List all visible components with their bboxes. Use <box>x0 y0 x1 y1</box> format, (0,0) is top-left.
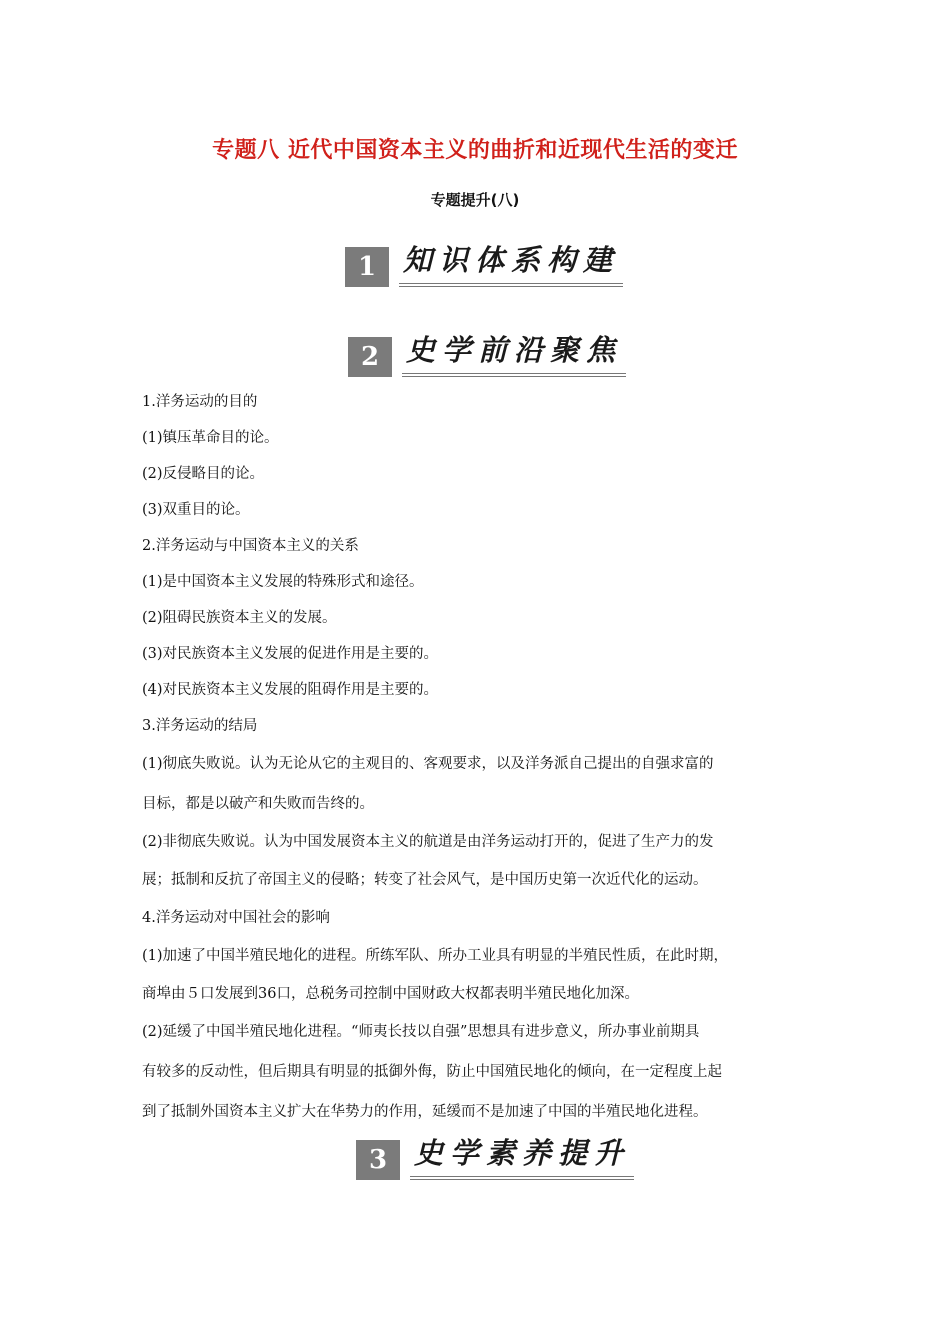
content-body <box>142 384 832 1132</box>
page-title: 专题八 近代中国资本主义的曲折和近现代生活的变迁 <box>212 138 738 163</box>
list-item: (1)是中国资本主义发展的特殊形式和途径。 <box>142 574 424 590</box>
heading: 4.洋务运动对中国社会的影响 <box>142 910 330 926</box>
section-banner-1 <box>345 238 623 287</box>
page-subtitle: 专题提升(八) <box>430 191 520 209</box>
paragraph-line: 到了抵制外国资本主义扩大在华势力的作用，延缓而不是加速了中国的半殖民地化进程。 <box>142 1104 708 1120</box>
paragraph-line: 有较多的反动性，但后期具有明显的抵御外侮，防止中国殖民地化的倾向，在一定程度上起 <box>142 1064 722 1080</box>
heading: 1.洋务运动的目的 <box>142 394 258 410</box>
paragraph-line: 目标，都是以破产和失败而告终的。 <box>142 796 374 812</box>
paragraph-line: (2)非彻底失败说。认为中国发展资本主义的航道是由洋务运动打开的，促进了生产力的发 <box>142 834 714 850</box>
paragraph-line: (1)加速了中国半殖民地化的进程。所练军队、所办工业具有明显的半殖民性质，在此时期， <box>142 948 729 964</box>
list-item: (1)镇压革命目的论。 <box>142 430 279 446</box>
heading: 2.洋务运动与中国资本主义的关系 <box>142 538 359 554</box>
paragraph-line: (2)延缓了中国半殖民地化进程。“师夷长技以自强”思想具有进步意义，所办事业前期具 <box>142 1024 700 1040</box>
paragraph-line: 展；抵制和反抗了帝国主义的侵略；转变了社会风气，是中国历史第一次近代化的运动。 <box>142 872 708 888</box>
list-item: (4)对民族资本主义发展的阻碍作用是主要的。 <box>142 682 439 698</box>
section-number: 3 <box>356 1140 400 1180</box>
section-label: 史学素养提升 <box>410 1131 634 1180</box>
heading: 3.洋务运动的结局 <box>142 718 258 734</box>
section-number: 1 <box>345 247 389 287</box>
section-banner-2 <box>348 328 626 377</box>
paragraph-line: (1)彻底失败说。认为无论从它的主观目的、客观要求，以及洋务派自己提出的自强求富的 <box>142 756 714 772</box>
list-item: (3)对民族资本主义发展的促进作用是主要的。 <box>142 646 439 662</box>
section-label: 知识体系构建 <box>399 238 623 287</box>
section-label: 史学前沿聚焦 <box>402 328 626 377</box>
section-number: 2 <box>348 337 392 377</box>
section-banner-3 <box>356 1131 634 1180</box>
list-item: (2)阻碍民族资本主义的发展。 <box>142 610 337 626</box>
paragraph-line: 商埠由５口发展到36口，总税务司控制中国财政大权都表明半殖民地化加深。 <box>142 986 639 1002</box>
list-item: (2)反侵略目的论。 <box>142 466 265 482</box>
list-item: (3)双重目的论。 <box>142 502 250 518</box>
